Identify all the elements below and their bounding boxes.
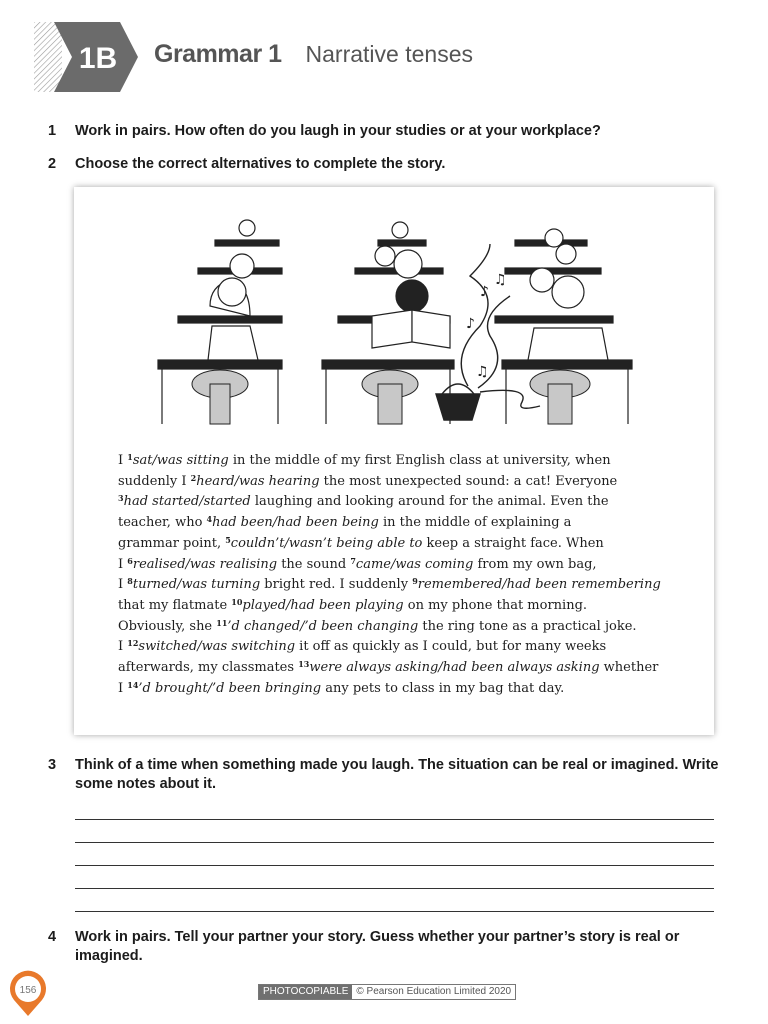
story-alternatives[interactable]: were always asking/had been always asking [309,660,600,676]
question-number: 1 [48,123,57,139]
story-segment: from my own bag, [473,556,597,572]
story-line [118,555,678,576]
story-alternatives[interactable]: came/was coming [355,556,474,572]
story-segment: suddenly I [118,473,191,489]
gap-number: 7 [350,555,356,566]
gap-number: 4 [206,514,213,525]
story-alternatives[interactable]: heard/was hearing [196,473,320,489]
gap-number: 11 [216,617,228,628]
story-alternatives[interactable]: ’d changed/’d been changing [227,618,419,634]
story-alternatives[interactable]: couldn’t/wasn’t being able to [230,535,423,551]
story-alternatives[interactable]: realised/was realising [132,556,278,572]
svg-text:♫: ♫ [494,272,507,288]
story-alternatives[interactable]: had started/started [123,494,251,510]
svg-text:♪: ♪ [466,316,475,332]
gap-number: 14 [127,679,139,690]
story-segment: on my phone that morning. [403,597,588,613]
gap-number: 1 [127,452,133,462]
story-segment: teacher, who [118,515,207,531]
unit-code: 1B [78,42,118,75]
story-text [118,451,678,699]
question-number: 4 [48,929,57,945]
classroom-illustration [150,216,640,428]
story-line [118,534,678,555]
story-line [118,451,678,472]
story-alternatives[interactable]: switched/was switching [138,639,296,655]
question-text: Think of a time when something made you laugh. The situation can be real or imagined. Write some notes about it. [75,757,719,792]
story-segment: I [118,680,128,696]
story-segment: Obviously, she [118,618,217,634]
gap-number: 5 [225,534,231,545]
page-title [154,40,473,69]
story-segment: I [118,639,128,655]
story-line [118,575,678,596]
story-line [118,513,678,534]
story-segment: the most unexpected sound: a cat! Everyone [319,473,618,489]
story-segment: the sound [277,556,351,572]
writing-line[interactable] [75,888,714,889]
story-segment: it off as quickly as I could, but for many weeks [295,639,607,655]
writing-line[interactable] [75,842,714,843]
story-alternatives[interactable]: sat/was sitting [132,453,229,468]
svg-text:♪: ♪ [480,284,489,300]
gap-number: 12 [127,638,139,649]
writing-line[interactable] [75,819,714,820]
story-line [118,637,678,658]
story-line [118,617,678,638]
story-segment: any pets to class in my bag that day. [321,680,565,696]
story-line [118,679,678,700]
page-number: 156 [19,985,37,996]
question-text: Choose the correct alternatives to complete the story. [75,156,446,172]
story-alternatives[interactable]: remembered/had been remembering [417,577,661,593]
question-number: 2 [48,156,57,172]
question-number: 3 [48,757,57,773]
section-name: Grammar 1 [154,40,282,68]
gap-number: 10 [231,596,243,607]
story-segment: laughing and looking around for the animal. Even the [250,494,609,510]
gap-number: 3 [118,493,124,504]
page-number-badge [8,970,48,1018]
story-segment: in the middle of explaining a [378,515,572,531]
story-segment: I [118,453,128,468]
svg-text:♫: ♫ [476,364,489,380]
story-segment: that my flatmate [118,597,232,613]
question-text: Work in pairs. Tell your partner your story. Guess whether your partner’s story is real or imagined. [75,929,680,964]
copyright-text: © Pearson Education Limited 2020 [352,985,515,999]
story-segment: whether [599,660,659,676]
story-line [118,472,678,493]
story-segment: the ring tone as a practical joke. [418,618,637,634]
story-segment: in the middle of my first English class at university, when [228,453,611,468]
gap-number: 2 [190,472,197,483]
photocopiable-label: PHOTOCOPIABLE [259,985,352,999]
footer [258,984,516,1000]
gap-number: 6 [127,555,133,566]
story-line [118,658,678,679]
story-alternatives[interactable]: turned/was turning [132,577,261,593]
story-segment: I [118,556,128,572]
story-segment: I [118,577,128,593]
story-segment: grammar point, [118,535,226,551]
section-topic: Narrative tenses [305,41,473,67]
writing-line[interactable] [75,865,714,866]
story-alternatives[interactable]: had been/had been being [212,515,379,531]
story-segment: keep a straight face. When [422,535,604,551]
gap-number: 8 [127,576,133,587]
gap-number: 9 [412,576,418,587]
writing-line[interactable] [75,911,714,912]
story-segment: bright red. I suddenly [260,577,413,593]
unit-banner [34,22,138,92]
story-segment: afterwards, my classmates [118,660,299,676]
question-text: Work in pairs. How often do you laugh in your studies or at your workplace? [75,123,601,139]
gap-number: 13 [298,659,310,670]
story-alternatives[interactable]: played/had been playing [242,597,404,613]
story-line [118,596,678,617]
story-line [118,492,678,513]
story-alternatives[interactable]: ’d brought/’d been bringing [138,680,322,696]
